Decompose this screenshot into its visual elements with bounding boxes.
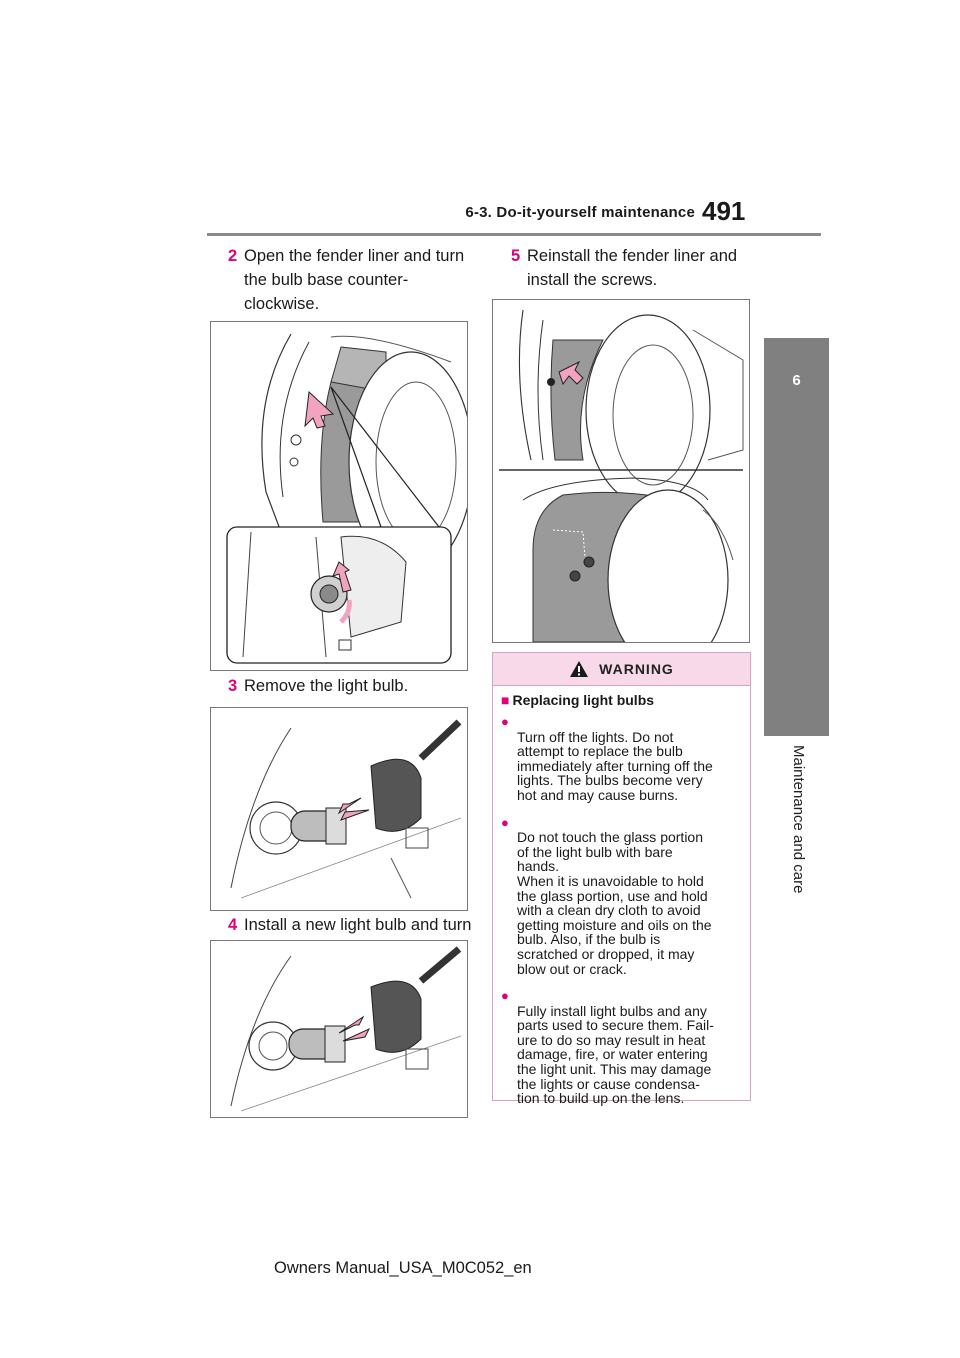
warning-subtitle-text: Replacing light bulbs bbox=[512, 692, 655, 708]
warning-box bbox=[492, 652, 751, 1107]
warning-bullet bbox=[501, 816, 742, 977]
square-bullet-icon: ■ bbox=[501, 692, 510, 708]
warning-header bbox=[493, 653, 750, 686]
warning-title: WARNING bbox=[599, 661, 674, 677]
step-number: 2 bbox=[228, 247, 238, 265]
step-2 bbox=[228, 244, 473, 316]
chapter-label bbox=[789, 745, 809, 945]
step-text: Remove the light bulb. bbox=[244, 677, 409, 695]
figure-reinstall-fender-liner bbox=[492, 299, 750, 643]
chapter-number: 6 bbox=[792, 372, 801, 389]
warning-triangle-icon bbox=[569, 660, 589, 678]
figure-remove-bulb bbox=[210, 707, 468, 911]
figure-open-fender-liner bbox=[210, 321, 468, 671]
warning-bullet-text: Turn off the lights. Do not attempt to replace the bulb immediately after turning off the lights. The bulbs become very hot and may cause burns. bbox=[517, 728, 713, 803]
chapter-tab bbox=[764, 338, 829, 736]
step-3 bbox=[228, 674, 473, 698]
warning-bullet-text: Fully install light bulbs and any parts used to secure them. Fail- ure to do so may result in heat damage, fire, or water entering the light unit. This may damage the lights or cause condensa- tion to build up on the lens. bbox=[517, 1002, 714, 1107]
step-number: 5 bbox=[511, 247, 521, 265]
bullet-dot-icon: ● bbox=[501, 988, 509, 1004]
footer-manual-id: Owners Manual_USA_M0C052_en bbox=[274, 1259, 532, 1277]
figure-install-bulb bbox=[210, 940, 468, 1118]
header-divider bbox=[207, 233, 821, 236]
step-number: 3 bbox=[228, 677, 238, 695]
page-number: 491 bbox=[702, 196, 746, 226]
warning-bullet-text: Do not touch the glass portion of the light bulb with bare hands. When it is unavoidable to hold the glass portion, use and hold with a clean dry cloth to avoid getting moisture and oils on the bulb. Also, if the bulb is scratched or dropped, it may blow out or crack. bbox=[517, 829, 712, 977]
bullet-dot-icon: ● bbox=[501, 714, 509, 729]
step-text: Reinstall the fender liner and install the screws. bbox=[527, 247, 738, 289]
warning-subtitle bbox=[501, 692, 750, 708]
step-text: Install a new light bulb and turn bbox=[244, 916, 472, 934]
bullet-dot-icon: ● bbox=[501, 814, 509, 830]
warning-bullet bbox=[501, 989, 742, 1106]
section-title: 6-3. Do-it-yourself maintenance bbox=[465, 204, 695, 221]
step-text: Open the fender liner and turn the bulb base counter-clockwise. bbox=[244, 247, 465, 313]
step-5 bbox=[511, 244, 756, 292]
warning-bullet bbox=[501, 715, 742, 803]
chapter-label-text: Maintenance and care bbox=[790, 745, 807, 894]
step-number: 4 bbox=[228, 916, 238, 934]
